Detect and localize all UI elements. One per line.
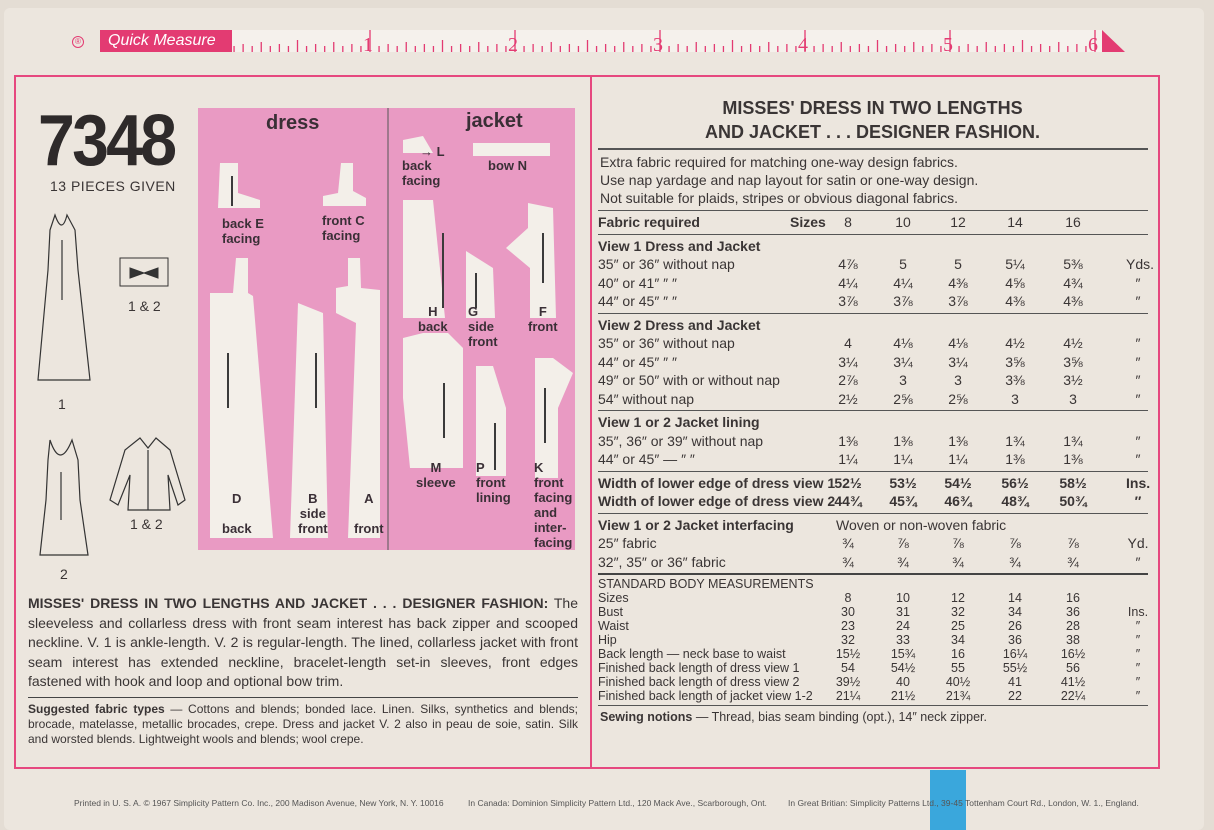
row-value: 22: [1008, 689, 1022, 703]
row-value: 1⅜: [838, 432, 858, 449]
row-value: 4⅜: [1005, 293, 1025, 309]
fabric-section: [598, 235, 1155, 314]
row-label: 35″ or 36″ without nap: [598, 335, 735, 351]
row-label: Back length — neck base to waist: [598, 647, 786, 661]
body-title: STANDARD BODY MEASUREMENTS: [598, 577, 814, 591]
row-value: 5¼: [1005, 256, 1025, 272]
row-value: 3¼: [893, 353, 913, 370]
section-title: [598, 516, 1148, 535]
piece-l-label: back facing: [402, 158, 441, 188]
row-value: 32: [951, 605, 965, 619]
section-title-text: View 2 Dress and Jacket: [598, 316, 761, 333]
size-header: 12: [950, 214, 966, 230]
row-value: 16: [951, 647, 965, 661]
pieces-given: 13 PIECES GIVEN: [50, 178, 176, 194]
row-value: 28: [1066, 619, 1080, 633]
row-label: Finished back length of dress view 1: [598, 661, 800, 675]
row-value: 14: [1008, 591, 1022, 605]
row-value: 23: [841, 619, 855, 633]
row-value: ¾: [952, 553, 964, 570]
dress-heading: dress: [266, 112, 320, 134]
row-value: 16½: [1060, 647, 1086, 661]
row-value: 3⅞: [893, 293, 913, 309]
row-value: 4¼: [838, 274, 858, 291]
description-body: The sleeveless and collarless dress with front seam interest has back zipper and scooped neckline. V. 1 is ankle-length. V. 2 is regular-length. The lined, collarless jacket with front seam interest has extended neckline, bracelet-length set-in sleeves, front edges fastened with hook and loop and optional bow trim.: [28, 595, 578, 689]
row-value: 55½: [1002, 661, 1028, 675]
table-row: [598, 255, 1155, 274]
row-value: 25: [951, 619, 965, 633]
row-value: 3: [899, 372, 907, 388]
row-value: 56½: [1001, 474, 1029, 491]
fabric-section: [598, 314, 1148, 412]
table-row: [598, 534, 1148, 553]
row-value: 3¼: [948, 353, 968, 370]
row-value: 36: [1066, 605, 1080, 619]
ruler-inch-label: 6: [1088, 34, 1098, 54]
row-value: 52½: [834, 474, 862, 491]
row-value: 2⅝: [948, 390, 968, 407]
ruler-inch-label: 3: [653, 34, 663, 54]
row-value: 30: [841, 605, 855, 619]
piece-c-label: front C facing: [322, 213, 365, 243]
row-value: 44¾: [834, 493, 862, 509]
section-title-text: View 1 or 2 Jacket interfacing: [598, 516, 794, 533]
table-row: [598, 661, 1148, 675]
row-value: 3⅞: [948, 293, 968, 309]
piece-f: [506, 203, 556, 318]
fabric-requirements-table: [598, 150, 1155, 728]
row-label: 35″, 36″ or 39″ without nap: [598, 432, 764, 449]
row-unit: Yds.: [1126, 256, 1155, 272]
row-value: 4½: [1005, 335, 1025, 351]
row-value: 4⅞: [838, 256, 858, 272]
row-value: 1¼: [838, 451, 858, 467]
ruler-inch-label: 1: [363, 34, 373, 54]
table-row: [598, 605, 1148, 619]
row-unit: ″: [1135, 274, 1141, 291]
table-row: [598, 675, 1148, 689]
row-value: 3: [954, 372, 962, 388]
row-label: Width of lower edge of dress view 1: [598, 474, 836, 491]
jacket-heading: jacket: [466, 110, 523, 132]
piece-g-label: G side front: [468, 304, 498, 349]
jacket-sketch: [110, 438, 185, 510]
row-value: 21½: [890, 689, 916, 703]
row-value: 48¾: [1001, 493, 1029, 509]
row-value: 33: [896, 633, 910, 647]
row-value: 45¾: [889, 493, 917, 509]
row-unit: ″: [1135, 432, 1141, 449]
pattern-description: [28, 594, 578, 692]
row-value: ¾: [897, 553, 909, 570]
row-value: 54: [841, 661, 855, 675]
suggested-fabric-types: Suggested fabric types — Cottons and blends; bonded lace. Linen. Silks, synthetics and blends; brocade, matelasse, metallic brocades, crepe. Dress and jacket V. 2 also in peau de soie, satin. Silk and worsted blends. Lightweight wools and blends; wool crepe.: [28, 702, 578, 746]
piece-n: [473, 143, 550, 156]
row-value: 31: [896, 605, 910, 619]
row-value: 4: [844, 335, 852, 351]
row-label: Hip: [598, 633, 617, 647]
row-unit: ″: [1135, 619, 1141, 633]
row-value: 3⅜: [1005, 372, 1025, 388]
jacket-view-label: 1 & 2: [130, 516, 163, 532]
row-value: 55: [951, 661, 965, 675]
row-unit: ″: [1135, 451, 1141, 467]
piece-d-name: back: [222, 521, 252, 536]
size-header: 14: [1007, 214, 1023, 230]
table-row: [598, 274, 1148, 293]
section-title-note: Woven or non-woven fabric: [836, 516, 1007, 533]
row-value: 36: [1008, 633, 1022, 647]
row-value: 1¾: [1005, 432, 1025, 449]
ruler-label: Quick Measure: [100, 30, 232, 52]
piece-h-label: H back: [418, 304, 448, 334]
footer-britain: In Great Britian: Simplicity Patterns Ltd., 39-45 Tottenham Court Rd., London, W. 1., England.: [788, 798, 1139, 808]
standard-body-measurements: [598, 575, 1148, 706]
row-value: 4¼: [893, 274, 913, 291]
section-title: [598, 316, 1148, 335]
row-value: 2⅞: [838, 372, 858, 388]
table-row: [598, 647, 1148, 661]
ruler-inch-label: 2: [508, 34, 518, 54]
row-value: 15¾: [890, 647, 916, 661]
section-title-text: View 1 or 2 Jacket lining: [598, 414, 760, 430]
table-row: [598, 633, 1148, 647]
footer-usa: Printed in U. S. A. © 1967 Simplicity Pattern Co. Inc., 200 Madison Avenue, New York, N. Y. 10016: [74, 798, 444, 808]
row-value: 24: [896, 619, 910, 633]
dress-view1-sketch: [38, 215, 90, 380]
piece-p-label: P front lining: [476, 460, 511, 505]
piece-c: [323, 163, 366, 206]
row-value: 8: [844, 591, 852, 605]
view1-label: 1: [58, 396, 66, 412]
piece-l-marker: → L: [420, 144, 445, 159]
note-line: Use nap yardage and nap layout for satin or one-way design.: [600, 172, 979, 188]
row-value: 4⅝: [1005, 274, 1025, 291]
row-value: 1⅜: [893, 432, 913, 449]
table-row: [598, 450, 1148, 469]
row-value: 4½: [1063, 335, 1083, 351]
row-value: 4⅜: [948, 274, 968, 291]
fabric-notes: [598, 150, 1148, 211]
table-row: [598, 390, 1148, 409]
divider: [28, 697, 578, 698]
note-line: Not suitable for plaids, stripes or obvious diagonal fabrics.: [600, 190, 958, 206]
panel-divider: [590, 75, 592, 769]
quick-measure-ruler: [100, 26, 1130, 54]
row-value: 38: [1066, 633, 1080, 647]
pattern-piece-shapes: [198, 108, 575, 550]
row-value: ⅞: [897, 535, 909, 551]
piece-d-label: D: [232, 491, 242, 506]
piece-f-label: F front: [528, 304, 558, 334]
row-value: 40: [896, 675, 910, 689]
size-header: 10: [895, 214, 911, 230]
row-unit: Ins.: [1127, 605, 1149, 619]
piece-e: [218, 163, 260, 208]
piece-h: [403, 200, 445, 318]
section-title: [598, 237, 1148, 256]
row-value: 4¾: [1063, 274, 1083, 291]
row-label: Bust: [598, 605, 624, 619]
row-value: 50¾: [1059, 493, 1087, 509]
sewing-notions: Sewing notions — Thread, bias seam binding (opt.), 14″ neck zipper.: [600, 710, 987, 724]
row-label: 44″ or 45″ — ″ ″: [598, 451, 695, 467]
row-unit: Yd.: [1127, 535, 1149, 551]
row-value: 16¼: [1002, 647, 1028, 661]
table-row: [598, 492, 1148, 511]
row-value: 3¼: [838, 353, 858, 370]
row-unit: Ins.: [1126, 474, 1151, 491]
row-value: 1¼: [893, 451, 913, 467]
row-value: 3: [1011, 390, 1019, 407]
fabric-section: [598, 472, 1151, 514]
row-unit: ″: [1135, 661, 1141, 675]
row-unit: ″: [1135, 372, 1141, 388]
row-value: 34: [951, 633, 965, 647]
view2-label: 2: [60, 566, 68, 582]
row-label: Finished back length of dress view 2: [598, 675, 800, 689]
row-value: ¾: [1067, 553, 1079, 570]
row-label: 44″ or 45″ ″ ″: [598, 293, 677, 309]
row-value: ⅞: [1009, 535, 1021, 551]
right-title: MISSES' DRESS IN TWO LENGTHS AND JACKET . . . DESIGNER FASHION.: [704, 98, 1041, 142]
table-row: [598, 432, 1148, 451]
note-line: Extra fabric required for matching one-way design fabrics.: [600, 154, 958, 170]
row-label: 54″ without nap: [598, 390, 695, 407]
row-label: Waist: [598, 619, 629, 633]
row-label: 49″ or 50″ with or without nap: [598, 372, 780, 388]
row-value: 53½: [889, 474, 917, 491]
row-value: ⅞: [1067, 535, 1079, 551]
row-value: 16: [1066, 591, 1080, 605]
row-value: 1⅜: [1063, 451, 1083, 467]
row-value: 32: [841, 633, 855, 647]
ruler-inch-label: 5: [943, 34, 953, 54]
piece-n-label: bow N: [488, 158, 527, 173]
row-value: 41: [1008, 675, 1022, 689]
row-value: 39½: [835, 675, 861, 689]
row-value: 1⅜: [1005, 451, 1025, 467]
table-header: [598, 211, 1148, 235]
row-label: 35″ or 36″ without nap: [598, 256, 735, 272]
row-label: 32″, 35″ or 36″ fabric: [598, 553, 726, 570]
row-value: 21¾: [945, 689, 971, 703]
row-value: 4⅛: [948, 335, 968, 351]
bow-view-label: 1 & 2: [128, 298, 161, 314]
ruler-end-arrow: [1102, 30, 1125, 52]
row-value: 26: [1008, 619, 1022, 633]
table-row: [598, 619, 1148, 633]
row-value: 40½: [945, 675, 971, 689]
row-unit: ″: [1135, 647, 1141, 661]
table-row: [598, 292, 1148, 311]
row-unit: ″: [1135, 675, 1141, 689]
row-value: 5: [954, 256, 962, 272]
row-value: 3: [1069, 390, 1077, 407]
registered-mark: ®: [72, 36, 84, 48]
piece-e-label: back E facing: [222, 216, 264, 246]
row-label: Finished back length of jacket view 1-2: [598, 689, 813, 703]
size-header: 8: [844, 214, 852, 230]
row-value: 46¾: [944, 493, 972, 509]
view-sketches: [20, 200, 200, 570]
row-unit: ″: [1135, 390, 1141, 407]
ruler-inch-label: 4: [798, 34, 808, 54]
row-value: ¾: [842, 535, 854, 551]
sizes-label: Sizes: [790, 214, 826, 230]
row-value: 1⅜: [948, 432, 968, 449]
footer-canada: In Canada: Dominion Simplicity Pattern Ltd., 120 Mack Ave., Scarborough, Ont.: [468, 798, 767, 808]
row-value: 15½: [835, 647, 861, 661]
dress-view2-sketch: [40, 440, 88, 555]
row-value: 54½: [890, 661, 916, 675]
table-row: [598, 553, 1148, 572]
row-value: 2½: [838, 390, 858, 407]
row-value: 21¼: [835, 689, 861, 703]
row-value: 12: [951, 591, 965, 605]
row-unit: ″: [1135, 553, 1141, 570]
row-value: 34: [1008, 605, 1022, 619]
row-value: 3½: [1063, 372, 1083, 388]
row-unit: ″: [1135, 293, 1141, 309]
table-row: [598, 371, 1148, 390]
row-unit: ″: [1135, 689, 1141, 703]
piece-b-label: B side front: [298, 491, 328, 536]
table-row: [598, 353, 1148, 372]
fabric-section: [598, 411, 1148, 472]
row-value: 5⅜: [1063, 256, 1083, 272]
row-value: 58½: [1059, 474, 1087, 491]
description-title: MISSES' DRESS IN TWO LENGTHS AND JACKET . . . DESIGNER FASHION:: [28, 595, 549, 611]
row-value: 5: [899, 256, 907, 272]
row-value: 10: [896, 591, 910, 605]
section-title-text: View 1 Dress and Jacket: [598, 237, 761, 254]
pattern-number: 7348: [38, 101, 175, 181]
row-unit: ″: [1135, 353, 1141, 370]
row-label: 40″ or 41″ ″ ″: [598, 274, 677, 291]
row-label: 44″ or 45″ ″ ″: [598, 353, 677, 370]
row-value: ¾: [1009, 553, 1021, 570]
row-value: 22¼: [1060, 689, 1086, 703]
row-value: ¾: [842, 553, 854, 570]
row-unit: ″: [1135, 335, 1141, 351]
size-header: 16: [1065, 214, 1081, 230]
header-label: Fabric required: [598, 214, 700, 230]
row-value: 1¼: [948, 451, 968, 467]
row-value: 56: [1066, 661, 1080, 675]
row-value: 1¾: [1063, 432, 1083, 449]
row-label: 25″ fabric: [598, 535, 657, 551]
row-value: 41½: [1060, 675, 1086, 689]
row-label: Width of lower edge of dress view 2: [598, 493, 836, 509]
row-value: 3⅝: [1063, 353, 1083, 370]
piece-m-label: M sleeve: [416, 460, 456, 490]
table-row: [598, 591, 1148, 605]
table-row: [598, 474, 1151, 493]
row-value: 3⅝: [1005, 353, 1025, 370]
pattern-pieces-panel: [198, 108, 575, 550]
table-row: [598, 689, 1148, 703]
piece-k-label: K front facing and inter- facing: [534, 460, 573, 550]
table-row: [598, 334, 1148, 353]
piece-d: [210, 258, 273, 538]
row-unit: ″: [1135, 633, 1141, 647]
ruler-ticks: [232, 26, 1130, 54]
row-label: Sizes: [598, 591, 629, 605]
row-value: 4⅛: [893, 335, 913, 351]
row-value: 3⅞: [838, 293, 858, 309]
fabric-section: [598, 514, 1148, 576]
row-value: ⅞: [952, 535, 964, 551]
row-value: 54½: [944, 474, 972, 491]
piece-m: [403, 333, 463, 468]
row-value: 4⅜: [1063, 293, 1083, 309]
row-value: 2⅝: [893, 390, 913, 407]
row-unit: ″: [1134, 493, 1142, 509]
piece-a-label: A front: [354, 491, 384, 536]
section-title: [598, 413, 1148, 432]
bow-sketch: [120, 258, 168, 286]
